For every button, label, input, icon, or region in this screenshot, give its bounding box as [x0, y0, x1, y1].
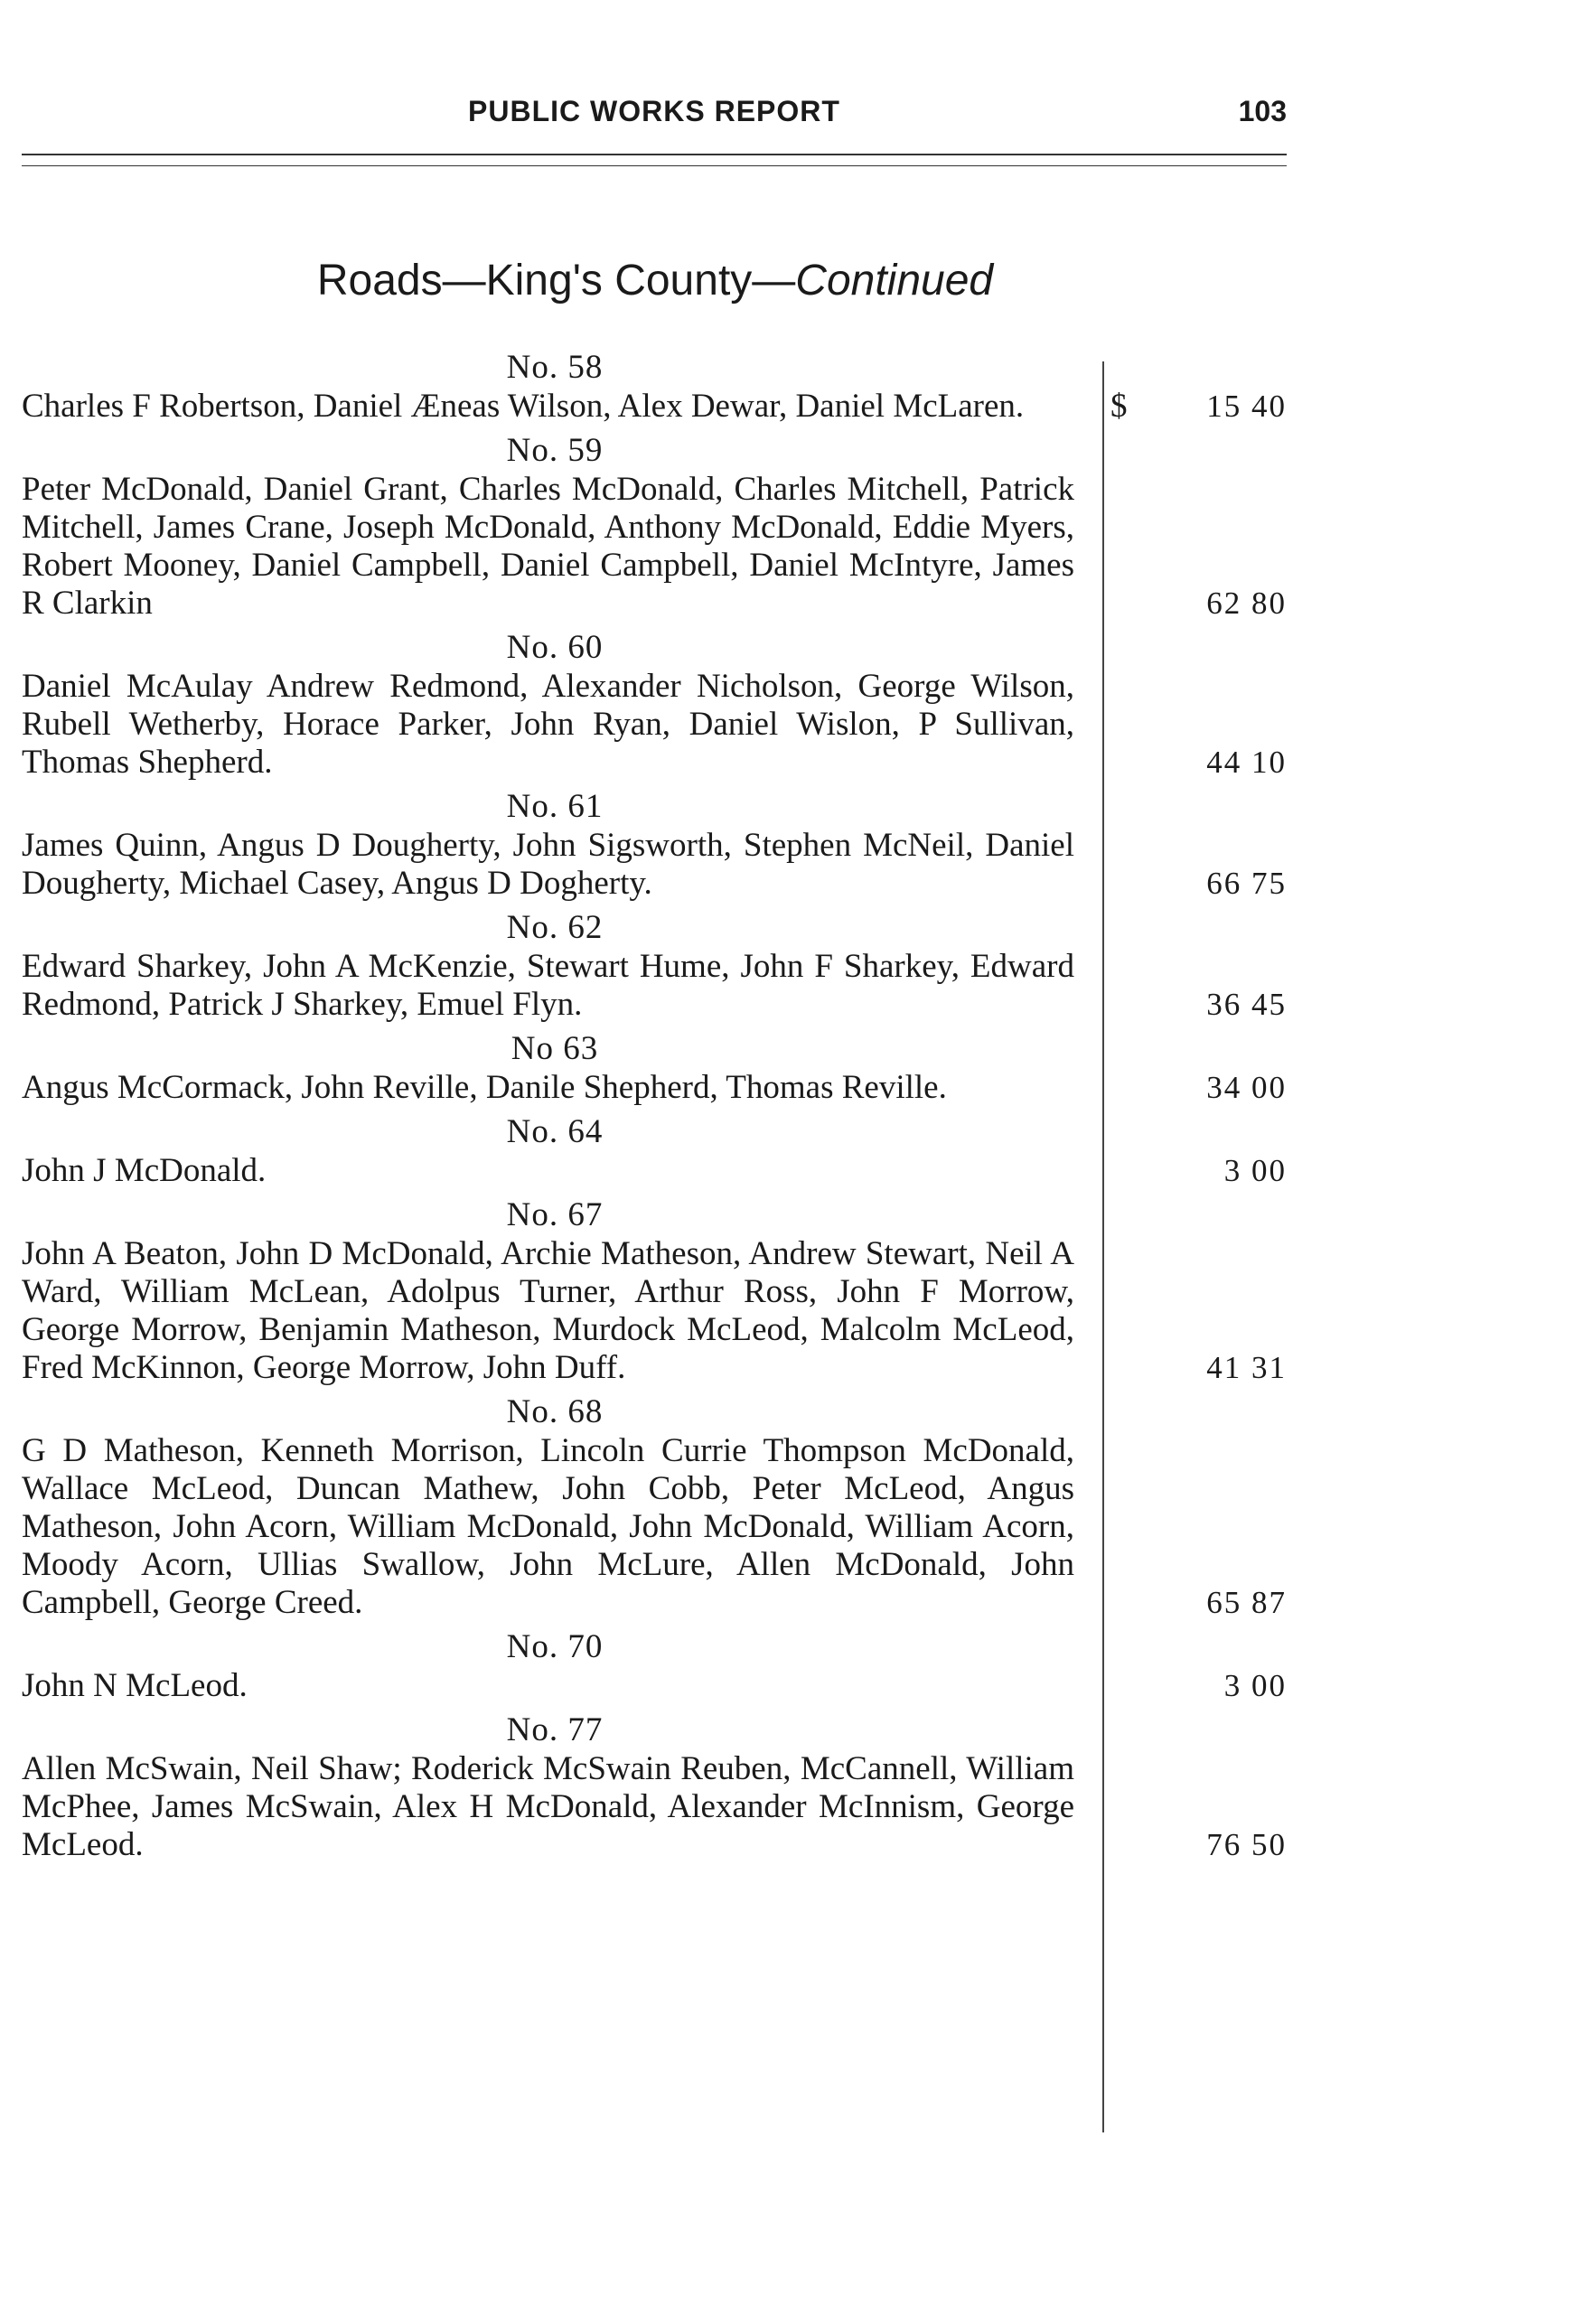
- amount: 34 00: [1206, 1070, 1287, 1105]
- road-entry: [22, 1195, 1287, 1387]
- amount: 76 50: [1206, 1827, 1287, 1862]
- road-entry: [22, 431, 1287, 623]
- amount: 65 87: [1206, 1585, 1287, 1620]
- road-entry: [22, 787, 1287, 903]
- workers-list: John J McDonald.: [22, 1152, 267, 1189]
- workers-list: G D Matheson, Kenneth Morrison, Lincoln Currie Thompson McDonald, Wallace McLeod, Duncan Mathew, John Cobb, Peter McLeod, Angus Matheson, John Acorn, William McDonald, John McDonald, William Acorn, Moody Acorn, Ullias Swallow, John McLure, Allen McDonald, John Campbell, George Creed.: [22, 1432, 1074, 1621]
- entry-row: [22, 948, 1287, 1024]
- entry-row: [22, 1152, 1287, 1190]
- workers-list: Peter McDonald, Daniel Grant, Charles McDonald, Charles Mitchell, Patrick Mitchell, James Crane, Joseph McDonald, Anthony McDonald, Eddie Myers, Robert Mooney, Daniel Campbell, Daniel Campbell, Daniel McIntyre, James R Clarkin: [22, 471, 1074, 622]
- road-number: No. 67: [506, 1196, 604, 1233]
- workers-list: James Quinn, Angus D Dougherty, John Sigsworth, Stephen McNeil, Daniel Dougherty, Michael Casey, Angus D Dogherty.: [22, 827, 1074, 902]
- amount: 36 45: [1206, 987, 1287, 1022]
- entry-row: [22, 668, 1287, 782]
- header-rule: [22, 154, 1287, 155]
- road-number: No. 62: [506, 909, 604, 946]
- workers-list: Daniel McAulay Andrew Redmond, Alexander Nicholson, George Wilson, Rubell Wetherby, Horace Parker, John Ryan, Daniel Wislon, P Sullivan, Thomas Shepherd.: [22, 668, 1074, 781]
- road-number: No. 61: [506, 788, 604, 825]
- road-entry: [22, 348, 1287, 426]
- running-title: PUBLIC WORKS REPORT: [468, 95, 840, 127]
- amount: 41 31: [1206, 1350, 1287, 1385]
- road-number: No. 59: [506, 432, 604, 469]
- section-title-continued: Continued: [795, 257, 994, 305]
- section-title-main: Roads—King's County—: [316, 257, 796, 305]
- road-number: No. 58: [506, 349, 604, 386]
- page-number: 103: [1238, 95, 1287, 127]
- amount: 62 80: [1206, 586, 1287, 621]
- entry-row: [22, 1432, 1287, 1622]
- road-entry: [22, 628, 1287, 782]
- amount: 44 10: [1206, 745, 1287, 780]
- workers-list: Angus McCormack, John Reville, Danile Shepherd, Thomas Reville.: [22, 1069, 947, 1106]
- road-entry: [22, 1112, 1287, 1190]
- road-number: No 63: [511, 1030, 599, 1067]
- road-number: No. 77: [506, 1711, 604, 1748]
- workers-list: Charles F Robertson, Daniel Æneas Wilson, Alex Dewar, Daniel McLaren.: [22, 388, 1025, 425]
- entry-row: [22, 471, 1287, 623]
- entry-row: [22, 388, 1287, 426]
- entry-row: [22, 1750, 1287, 1864]
- road-number: No. 64: [506, 1113, 604, 1150]
- road-number: No. 68: [506, 1393, 604, 1430]
- workers-list: John A Beaton, John D McDonald, Archie Matheson, Andrew Stewart, Neil A Ward, William McLean, Adolpus Turner, Arthur Ross, John F Morrow, George Morrow, Benjamin Matheson, Murdock McLeod, Malcolm McLeod, Fred McKinnon, George Morrow, John Duff.: [22, 1235, 1074, 1386]
- entry-row: [22, 827, 1287, 903]
- section-title: [0, 256, 1310, 305]
- workers-list: Edward Sharkey, John A McKenzie, Stewart Hume, John F Sharkey, Edward Redmond, Patrick J Sharkey, Emuel Flyn.: [22, 948, 1074, 1023]
- road-entry: [22, 1710, 1287, 1864]
- amount: 3 00: [1223, 1668, 1287, 1703]
- page-header: [22, 95, 1287, 149]
- road-entry: [22, 1392, 1287, 1622]
- road-entry: [22, 1029, 1287, 1107]
- entry-row: [22, 1667, 1287, 1705]
- header-rule-thin: [22, 165, 1287, 166]
- road-number: No. 60: [506, 629, 604, 666]
- amount: 15 40: [1206, 389, 1287, 424]
- workers-list: Allen McSwain, Neil Shaw; Roderick McSwain Reuben, McCannell, William McPhee, James McSwain, Alex H McDonald, Alexander McInnism, George McLeod.: [22, 1750, 1074, 1863]
- road-entry: [22, 908, 1287, 1024]
- entry-row: [22, 1235, 1287, 1387]
- currency-symbol: $: [1110, 388, 1128, 425]
- road-entry: [22, 1627, 1287, 1705]
- amount: 66 75: [1206, 866, 1287, 901]
- road-number: No. 70: [506, 1628, 604, 1665]
- workers-list: John N McLeod.: [22, 1667, 248, 1704]
- road-entries-list: [22, 348, 1287, 1870]
- entry-row: [22, 1069, 1287, 1107]
- amount: 3 00: [1223, 1153, 1287, 1188]
